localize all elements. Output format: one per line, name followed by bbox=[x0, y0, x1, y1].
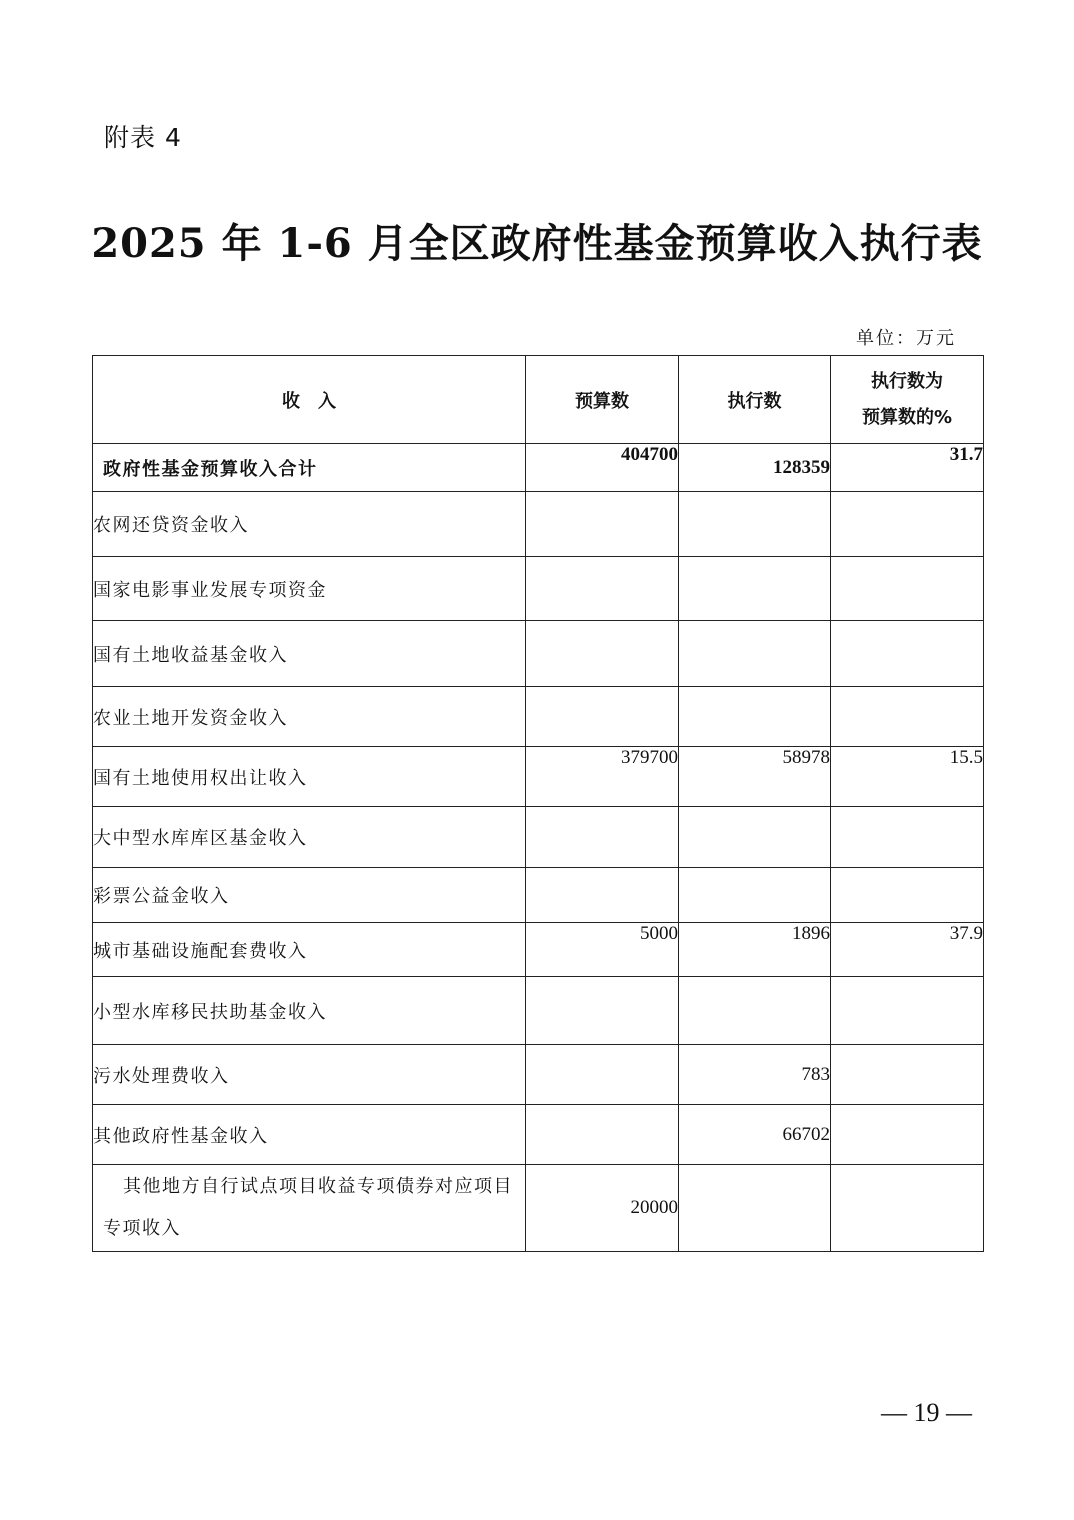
row-budget bbox=[526, 687, 679, 747]
row-executed bbox=[679, 687, 831, 747]
row-budget bbox=[526, 557, 679, 621]
row-name bbox=[93, 1165, 526, 1252]
header-percent bbox=[831, 356, 984, 444]
row-executed bbox=[679, 807, 831, 868]
table-row bbox=[93, 747, 984, 807]
row-executed bbox=[679, 492, 831, 557]
table-row bbox=[93, 807, 984, 868]
row-percent bbox=[831, 1165, 984, 1252]
row-percent bbox=[831, 977, 984, 1045]
row-executed bbox=[679, 1165, 831, 1252]
row-budget bbox=[526, 492, 679, 557]
table-row bbox=[93, 492, 984, 557]
row-percent bbox=[831, 807, 984, 868]
row-budget bbox=[526, 1105, 679, 1165]
row-percent bbox=[831, 557, 984, 621]
table-row bbox=[93, 621, 984, 687]
row-executed bbox=[679, 557, 831, 621]
header-executed: 执行数 bbox=[679, 356, 831, 444]
row-executed: 58978 bbox=[679, 747, 831, 807]
row-budget bbox=[526, 621, 679, 687]
row-name: 农网还贷资金收入 bbox=[93, 492, 526, 557]
header-budget: 预算数 bbox=[526, 356, 679, 444]
row-executed bbox=[679, 977, 831, 1045]
document-title: 2025 年 1-6 月全区政府性基金预算收入执行表 bbox=[91, 220, 983, 267]
table-row bbox=[93, 868, 984, 923]
row-budget bbox=[526, 1045, 679, 1105]
row-executed bbox=[679, 621, 831, 687]
table-row bbox=[93, 923, 984, 977]
page-number: — 19 — bbox=[881, 1398, 972, 1427]
table-header-row bbox=[93, 356, 984, 444]
row-name-line2: 专项收入 bbox=[103, 1218, 181, 1239]
row-budget bbox=[526, 977, 679, 1045]
table-row bbox=[93, 977, 984, 1045]
row-name-line1: 其他地方自行试点项目收益专项债券对应项目 bbox=[123, 1176, 513, 1197]
row-budget: 379700 bbox=[526, 747, 679, 807]
row-name: 污水处理费收入 bbox=[93, 1045, 526, 1105]
row-percent bbox=[831, 621, 984, 687]
row-budget: 5000 bbox=[526, 923, 679, 977]
header-percent-line2: 预算数的% bbox=[861, 406, 953, 428]
table-row bbox=[93, 687, 984, 747]
total-percent: 31.7 bbox=[831, 444, 984, 492]
row-budget bbox=[526, 807, 679, 868]
row-executed bbox=[679, 868, 831, 923]
row-executed: 66702 bbox=[679, 1105, 831, 1165]
row-budget bbox=[526, 868, 679, 923]
table-row bbox=[93, 1165, 984, 1252]
attachment-label: 附表 4 bbox=[104, 123, 182, 152]
row-percent bbox=[831, 1105, 984, 1165]
row-name: 国有土地收益基金收入 bbox=[93, 621, 526, 687]
header-item: 收 入 bbox=[93, 356, 526, 444]
unit-label: 单位：万元 bbox=[856, 328, 956, 349]
row-name: 国有土地使用权出让收入 bbox=[93, 747, 526, 807]
table-row bbox=[93, 557, 984, 621]
row-percent: 15.5 bbox=[831, 747, 984, 807]
row-name: 大中型水库库区基金收入 bbox=[93, 807, 526, 868]
row-percent bbox=[831, 687, 984, 747]
table-row bbox=[93, 1045, 984, 1105]
row-name: 国家电影事业发展专项资金 bbox=[93, 557, 526, 621]
total-executed: 128359 bbox=[679, 444, 831, 492]
row-name: 农业土地开发资金收入 bbox=[93, 687, 526, 747]
header-percent-line1: 执行数为 bbox=[871, 370, 943, 392]
row-percent bbox=[831, 492, 984, 557]
row-name: 其他政府性基金收入 bbox=[93, 1105, 526, 1165]
row-name: 城市基础设施配套费收入 bbox=[93, 923, 526, 977]
total-budget: 404700 bbox=[526, 444, 679, 492]
total-row bbox=[93, 444, 984, 492]
total-name: 政府性基金预算收入合计 bbox=[93, 444, 526, 492]
row-percent bbox=[831, 868, 984, 923]
row-percent bbox=[831, 1045, 984, 1105]
row-budget: 20000 bbox=[526, 1165, 679, 1252]
row-executed: 1896 bbox=[679, 923, 831, 977]
row-percent: 37.9 bbox=[831, 923, 984, 977]
table-row bbox=[93, 1105, 984, 1165]
budget-table bbox=[92, 355, 984, 1252]
row-executed: 783 bbox=[679, 1045, 831, 1105]
row-name: 彩票公益金收入 bbox=[93, 868, 526, 923]
row-name: 小型水库移民扶助基金收入 bbox=[93, 977, 526, 1045]
